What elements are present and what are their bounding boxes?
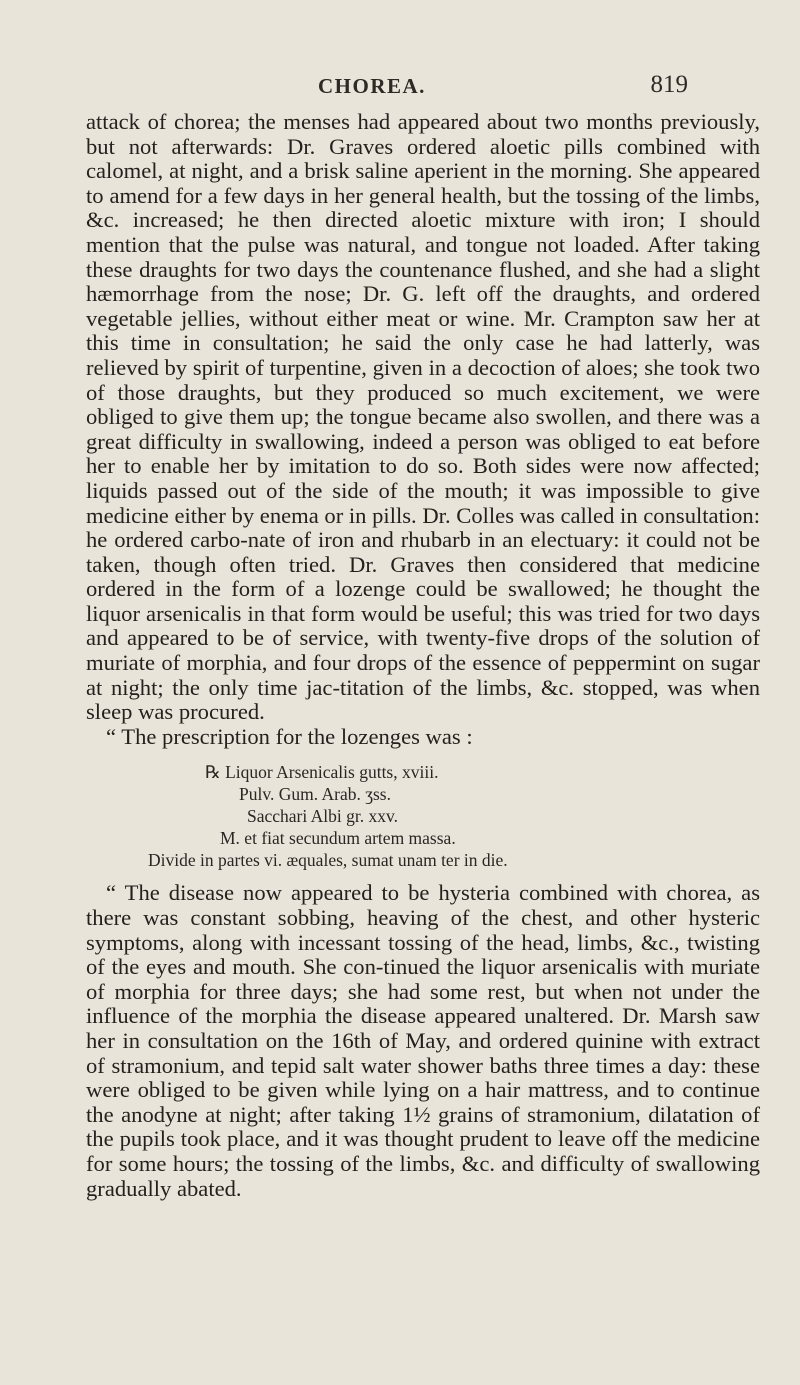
paragraph-disease-progress: “ The disease now appeared to be hysteria combined with chorea, as there was constant sobbing, heaving of the chest, and other hysteric symptoms, along with incessant tossing of the head, limbs, &c., twisting of the eyes and mouth. She con-tinued the liquor arsenicalis with muriate of morphia for three days; she had some rest, but when not under the influence of the morphia the disease appeared unaltered. Dr. Marsh saw her in consultation on the 16th of May, and ordered quinine with extract of stramonium, and tepid salt water shower baths three times a day: these were obliged to be given while lying on a hair mattress, and to continue the anodyne at night; after taking 1½ grains of stramonium, dilatation of the pupils took place, and it was thought prudent to leave off the medicine for some hours; the tossing of the limbs, &c. and difficulty of swallowing gradually abated. bbox=[86, 880, 760, 1201]
page-body bbox=[86, 110, 760, 1201]
prescription-line: Divide in partes vi. æquales, sumat unam ter in die. bbox=[148, 850, 508, 871]
paragraph-prescription-intro: “ The prescription for the lozenges was : bbox=[106, 723, 473, 749]
paragraph-case-history: attack of chorea; the menses had appeared about two months previously, but not afterwards: Dr. Graves ordered aloetic pills combined with calomel, at night, and a brisk saline aperient in the morning. She appeared to amend for a few days in her general health, but the tossing of the limbs, &c. increased; he then directed aloetic mixture with iron; I should mention that the pulse was natural, and tongue not loaded. After taking these draughts for two days the countenance flushed, and she had a slight hæmorrhage from the nose; Dr. G. left off the draughts, and ordered vegetable jellies, without either meat or wine. Mr. Crampton saw her at this time in consultation; he said the only case he had latterly, was relieved by spirit of turpentine, given in a decoction of aloes; she took two of those draughts, but they produced so much excitement, we were obliged to give them up; the tongue became also swollen, and there was a great difficulty in swallowing, indeed a person was obliged to eat before her to enable her by imitation to do so. Both sides were now affected; liquids passed out of the side of the mouth; it was impossible to give medicine either by enema or in pills. Dr. Colles was called in consultation: he ordered carbo-nate of iron and rhubarb in an electuary: it could not be taken, though often tried. Dr. Graves then considered that medicine ordered in the form of a lozenge could be swallowed; he thought the liquor arsenicalis in that form would be useful; this was tried for two days and appeared to be of service, with twenty-five drops of the solution of muriate of morphia, and four drops of the essence of peppermint on sugar at night; the only time jac-titation of the limbs, &c. stopped, was when sleep was procured. bbox=[86, 109, 760, 725]
prescription-line: Sacchari Albi gr. xxv. bbox=[247, 806, 398, 827]
page-header bbox=[318, 71, 688, 104]
running-head: CHOREA. bbox=[318, 74, 426, 98]
prescription-block bbox=[86, 761, 760, 871]
prescription-line: ℞ Liquor Arsenicalis gutts, xviii. bbox=[205, 762, 439, 783]
prescription-line: Pulv. Gum. Arab. ʒss. bbox=[239, 784, 391, 805]
page-number: 819 bbox=[650, 71, 688, 98]
prescription-line: M. et fiat secundum artem massa. bbox=[220, 828, 456, 849]
